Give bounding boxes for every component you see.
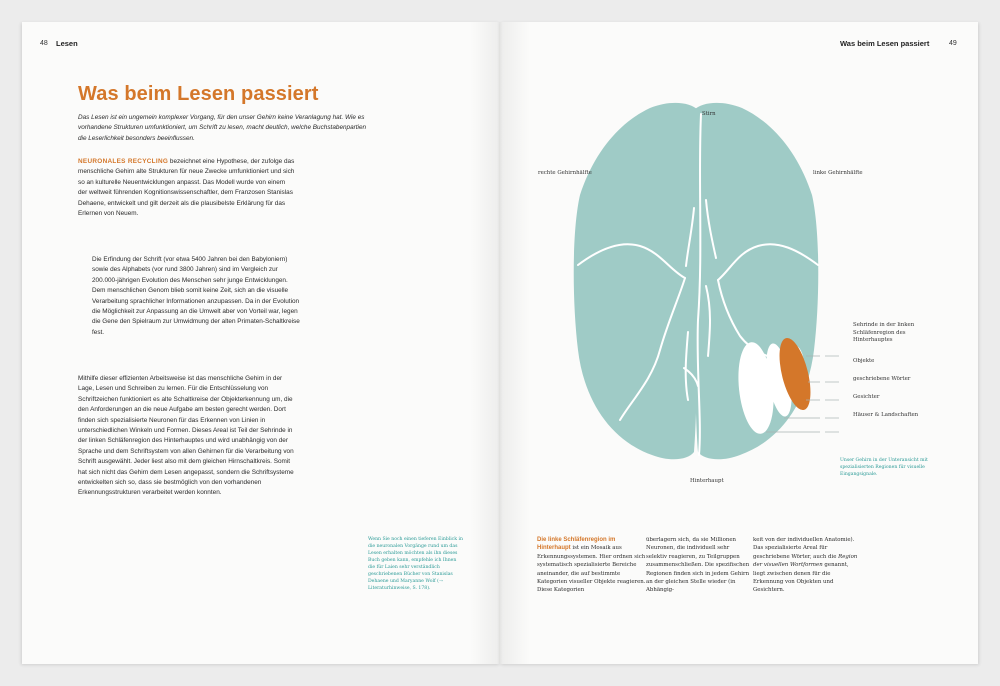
paragraph-text: bezeichnet eine Hypothese, der zufolge das menschliche Gehirn alte Strukturen für neue Zwecke umfunktioniert und sich so an kulturelle Neuentwicklungen anpasst. Das Modell wurde von einem der weltweit führenden Kognitionswissenschaftler, dem Franzosen Stanislas Dehaene, entwickelt und gilt derzeit als die plausibelste Erklärung für das Erlernen von Neuem. [78,158,295,218]
running-head: Lesen [56,39,78,48]
right-page [500,22,978,664]
running-head: Was beim Lesen passiert [840,39,930,48]
label-front: Stirn [702,111,716,117]
label-left-hemisphere: linke Gehirnhälfte [813,170,863,176]
callout-faces: Gesichter [853,394,880,400]
callout-objects: Objekte [853,358,875,364]
page-number: 49 [949,40,957,47]
highlight-phrase: Die linke Schläfenregion im Hinterhaupt [537,537,616,552]
label-right-hemisphere: rechte Gehirnhälfte [538,170,592,176]
brain-figure [570,100,820,468]
left-page [22,22,500,664]
text-column-1: Die linke Schläfenregion im Hinterhaupt ist ein Mosaik aus Erkennungssystemen. Hier ordnen sich systematisch spezialisierte Bereiche aneinander, die auf bestimmte Kategorien visueller Objekte reagieren. Diese Kategorien [537,537,646,594]
callout-visual-cortex: Sehrinde in der linken Schläfenregion des Hinterhauptes [853,322,915,344]
figure-caption: Unser Gehirn in der Unteransicht mit spezialisierten Regionen für visuelle Eingangsignale. [840,458,928,477]
side-note: Wenn Sie noch einen tieferen Einblick in die neuronalen Vorgänge rund um das Lesen erhalten möchten als ihn dieses Buch geben kann, empfehle ich Ihnen die für Laien sehr verständlich geschriebenen Bücher von Stanislas Dehaene und Maryanne Wolf (→ Literaturhinweise, S. 178). [368,537,463,591]
lead-paragraph: Das Lesen ist ein ungemein komplexer Vorgang, für den unser Gehirn keine Veranlagung hat. Wie es vorhandene Strukturen umfunktioniert, um Schrift zu lesen, macht deutlich, welche Buchstabenpartien die Leserlichkeit besonders beeinflussen. [78,114,367,142]
chapter-title: Was beim Lesen passiert [78,83,319,105]
callout-written-words: geschriebene Wörter [853,376,911,382]
callout-houses: Häuser & Landschaften [853,412,919,418]
label-back: Hinterhaupt [690,478,724,484]
page-number: 48 [40,40,48,47]
text-column-2: überlagern sich, da sie Millionen Neuronen, die individuell sehr selektiv reagieren, zu Teilgruppen zusammenschließen. Die spezifischen Regionen finden sich in jedem Gehirn an der gleichen Stelle wieder (in Abhängig- [646,537,750,594]
callout-lines [825,352,935,442]
right-hemisphere [574,103,698,459]
paragraph-main: Mithilfe dieser effizienten Arbeitsweise ist das menschliche Gehirn in der Lage, Lesen und Schreiben zu lernen. Für die Entschlüsselung von Schriftzeichen funktioniert es alte Schaltkreise der Objekterkennung um, die den Anforderungen an die neue Aufgabe am besten gerecht werden. Dort finden sich spezialisierte Neuronen für das Erkennen von Linien in unterschiedlichen Winkeln und Formen. Dieses Areal ist Teil der Sehrinde in der linken Schläfenregion des Hinterhauptes und wird unabhängig von der Sprache und dem Schriftsystem von allen Gehirnen für die Verarbeitung von Schrift ausgewählt. Jeder liest also mit dem gleichen Hirnschaltkreis. Somit hat sich nicht das Gehirn dem Lesen angepasst, sondern die Schriftsysteme entwickelten sich so, dass sie bestmöglich von den vorhandenen Erkennungsstrukturen verarbeitet werden konnten. [78,375,294,497]
keyword-highlight: NEURONALES RECYCLING [78,158,169,165]
indented-paragraph: Die Erfindung der Schrift (vor etwa 5400 Jahren bei den Babyloniern) sowie des Alphabets (vor rund 3800 Jahren) sind im Vergleich zur 200.000-jährigen Evolution des Menschen sehr junge Entwicklungen. Dem menschlichen Genom blieb somit keine Zeit, sich an die visuelle Verarbeitung sprachlicher Informationen anzupassen. Da in der Evolution die Möglichkeit zur Anpassung an die Umwelt aber von Vorteil war, legen die Gene den Spielraum zur Umwidmung der alten Primaten-Schaltkreise fest. [92,256,300,336]
paragraph-neuronal-recycling [78,157,296,219]
text-column-3: keit von der individuellen Anatomie). Das spezialisierte Areal für geschriebene Wörter, auch die Region der visuellen Wortformen genannt, liegt zwischen denen für die Erkennung von Objekten und Gesichtern. [753,537,858,594]
